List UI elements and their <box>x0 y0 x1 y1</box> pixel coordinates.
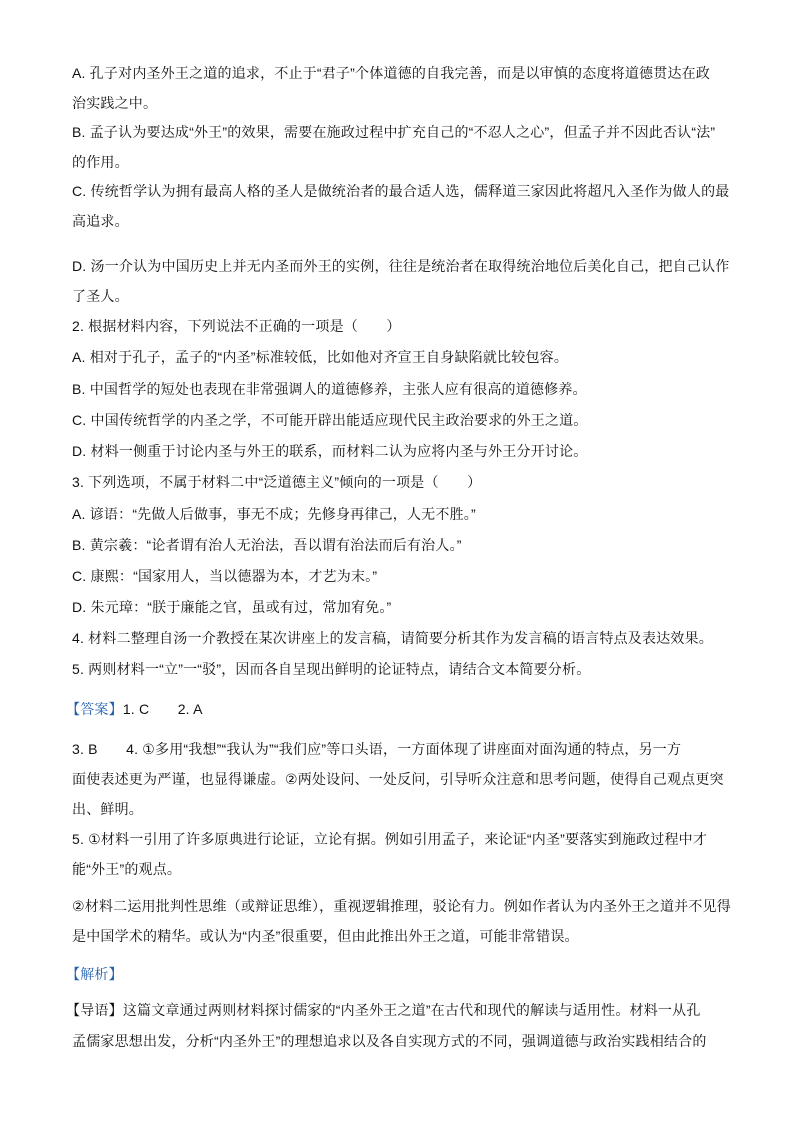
q1-option-c: C. 传统哲学认为拥有最高人格的圣人是做统治者的最合适人选，儒释道三家因此将超凡入圣作为做人的最 <box>72 183 730 199</box>
answer-4-cont: 面使表述更为严谨，也显得谦虚。②两处设问、一处反问，引导听众注意和思考问题，使得自己观点更突 <box>72 771 724 787</box>
answer-line <box>66 700 203 718</box>
answer-label: 【答案】 <box>66 701 123 717</box>
intro-label: 【导语】 <box>66 1002 123 1018</box>
intro-text: 这篇文章通过两则材料探讨儒家的“内圣外王之道”在古代和现代的解读与适用性。材料一从孔 <box>122 1002 701 1018</box>
q3-option-c: C. 康熙：“国家用人，当以德器为本，才艺为末。” <box>72 568 378 584</box>
q1-option-b-cont: 的作用。 <box>72 154 129 170</box>
q1-option-d-cont: 了圣人。 <box>72 288 129 304</box>
analysis-label: 【解析】 <box>66 966 123 982</box>
q3-stem: 3. 下列选项，不属于材料二中“泛道德主义”倾向的一项是（ ） <box>72 474 482 490</box>
q2-stem: 2. 根据材料内容，下列说法不正确的一项是（ ） <box>72 318 401 334</box>
answer-3-4: 3. B 4. ①多用“我想”“我认为”“我们应”等口头语，一方面体现了讲座面对面沟通的特点，另一方 <box>72 741 682 757</box>
q1-option-c-cont: 高追求。 <box>72 213 129 229</box>
q4-stem: 4. 材料二整理自汤一介教授在某次讲座上的发言稿，请简要分析其作为发言稿的语言特点及表达效果。 <box>72 630 713 646</box>
q2-option-c: C. 中国传统哲学的内圣之学，不可能开辟出能适应现代民主政治要求的外王之道。 <box>72 412 588 428</box>
q1-option-a: A. 孔子对内圣外王之道的追求，不止于“君子”个体道德的自我完善，而是以审慎的态度将道德贯达在政 <box>72 65 711 81</box>
answer-4-cont2: 出、鲜明。 <box>72 801 143 817</box>
q2-option-a: A. 相对于孔子，孟子的“内圣”标准较低，比如他对齐宣王自身缺陷就比较包容。 <box>72 349 569 365</box>
q1-option-a-cont: 治实践之中。 <box>72 95 158 111</box>
q1-option-d: D. 汤一介认为中国历史上并无内圣而外王的实例，往往是统治者在取得统治地位后美化自己，把自己认作 <box>72 258 730 274</box>
answer-5-part1: 5. ①材料一引用了许多原典进行论证，立论有据。例如引用孟子，来论证“内圣”要落实到施政过程中才 <box>72 831 708 847</box>
answer-1-2: 1. C 2. A <box>122 701 203 717</box>
q2-option-b: B. 中国哲学的短处也表现在非常强调人的道德修养，主张人应有很高的道德修养。 <box>72 381 587 397</box>
answer-5-part2-cont: 是中国学术的精华。或认为“内圣”很重要，但由此推出外王之道，可能非常错误。 <box>72 928 579 944</box>
q3-option-a: A. 谚语：“先做人后做事，事无不成；先修身再律己，人无不胜。” <box>72 506 476 522</box>
q2-option-d: D. 材料一侧重于讨论内圣与外王的联系，而材料二认为应将内圣与外王分开讨论。 <box>72 443 588 459</box>
intro-line <box>66 1001 701 1019</box>
q1-option-b: B. 孟子认为要达成“外王”的效果，需要在施政过程中扩充自己的“不忍人之心”，但孟子并不因此否认“法” <box>72 124 716 140</box>
answer-5-part2: ②材料二运用批判性思维（或辩证思维），重视逻辑推理，驳论有力。例如作者认为内圣外王之道并不见得 <box>72 898 731 914</box>
q3-option-d: D. 朱元璋：“朕于廉能之官，虽或有过，常加宥免。” <box>72 599 392 615</box>
intro-text-cont: 孟儒家思想出发，分析“内圣外王”的理想追求以及各自实现方式的不同，强调道德与政治实践相结合的 <box>72 1033 707 1049</box>
answer-5-part1-cont: 能“外王”的观点。 <box>72 861 182 877</box>
q5-stem: 5. 两则材料一“立”一“驳”，因而各自呈现出鲜明的论证特点，请结合文本简要分析。 <box>72 661 591 677</box>
q3-option-b: B. 黄宗羲：“论者谓有治人无治法，吾以谓有治法而后有治人。” <box>72 537 462 553</box>
